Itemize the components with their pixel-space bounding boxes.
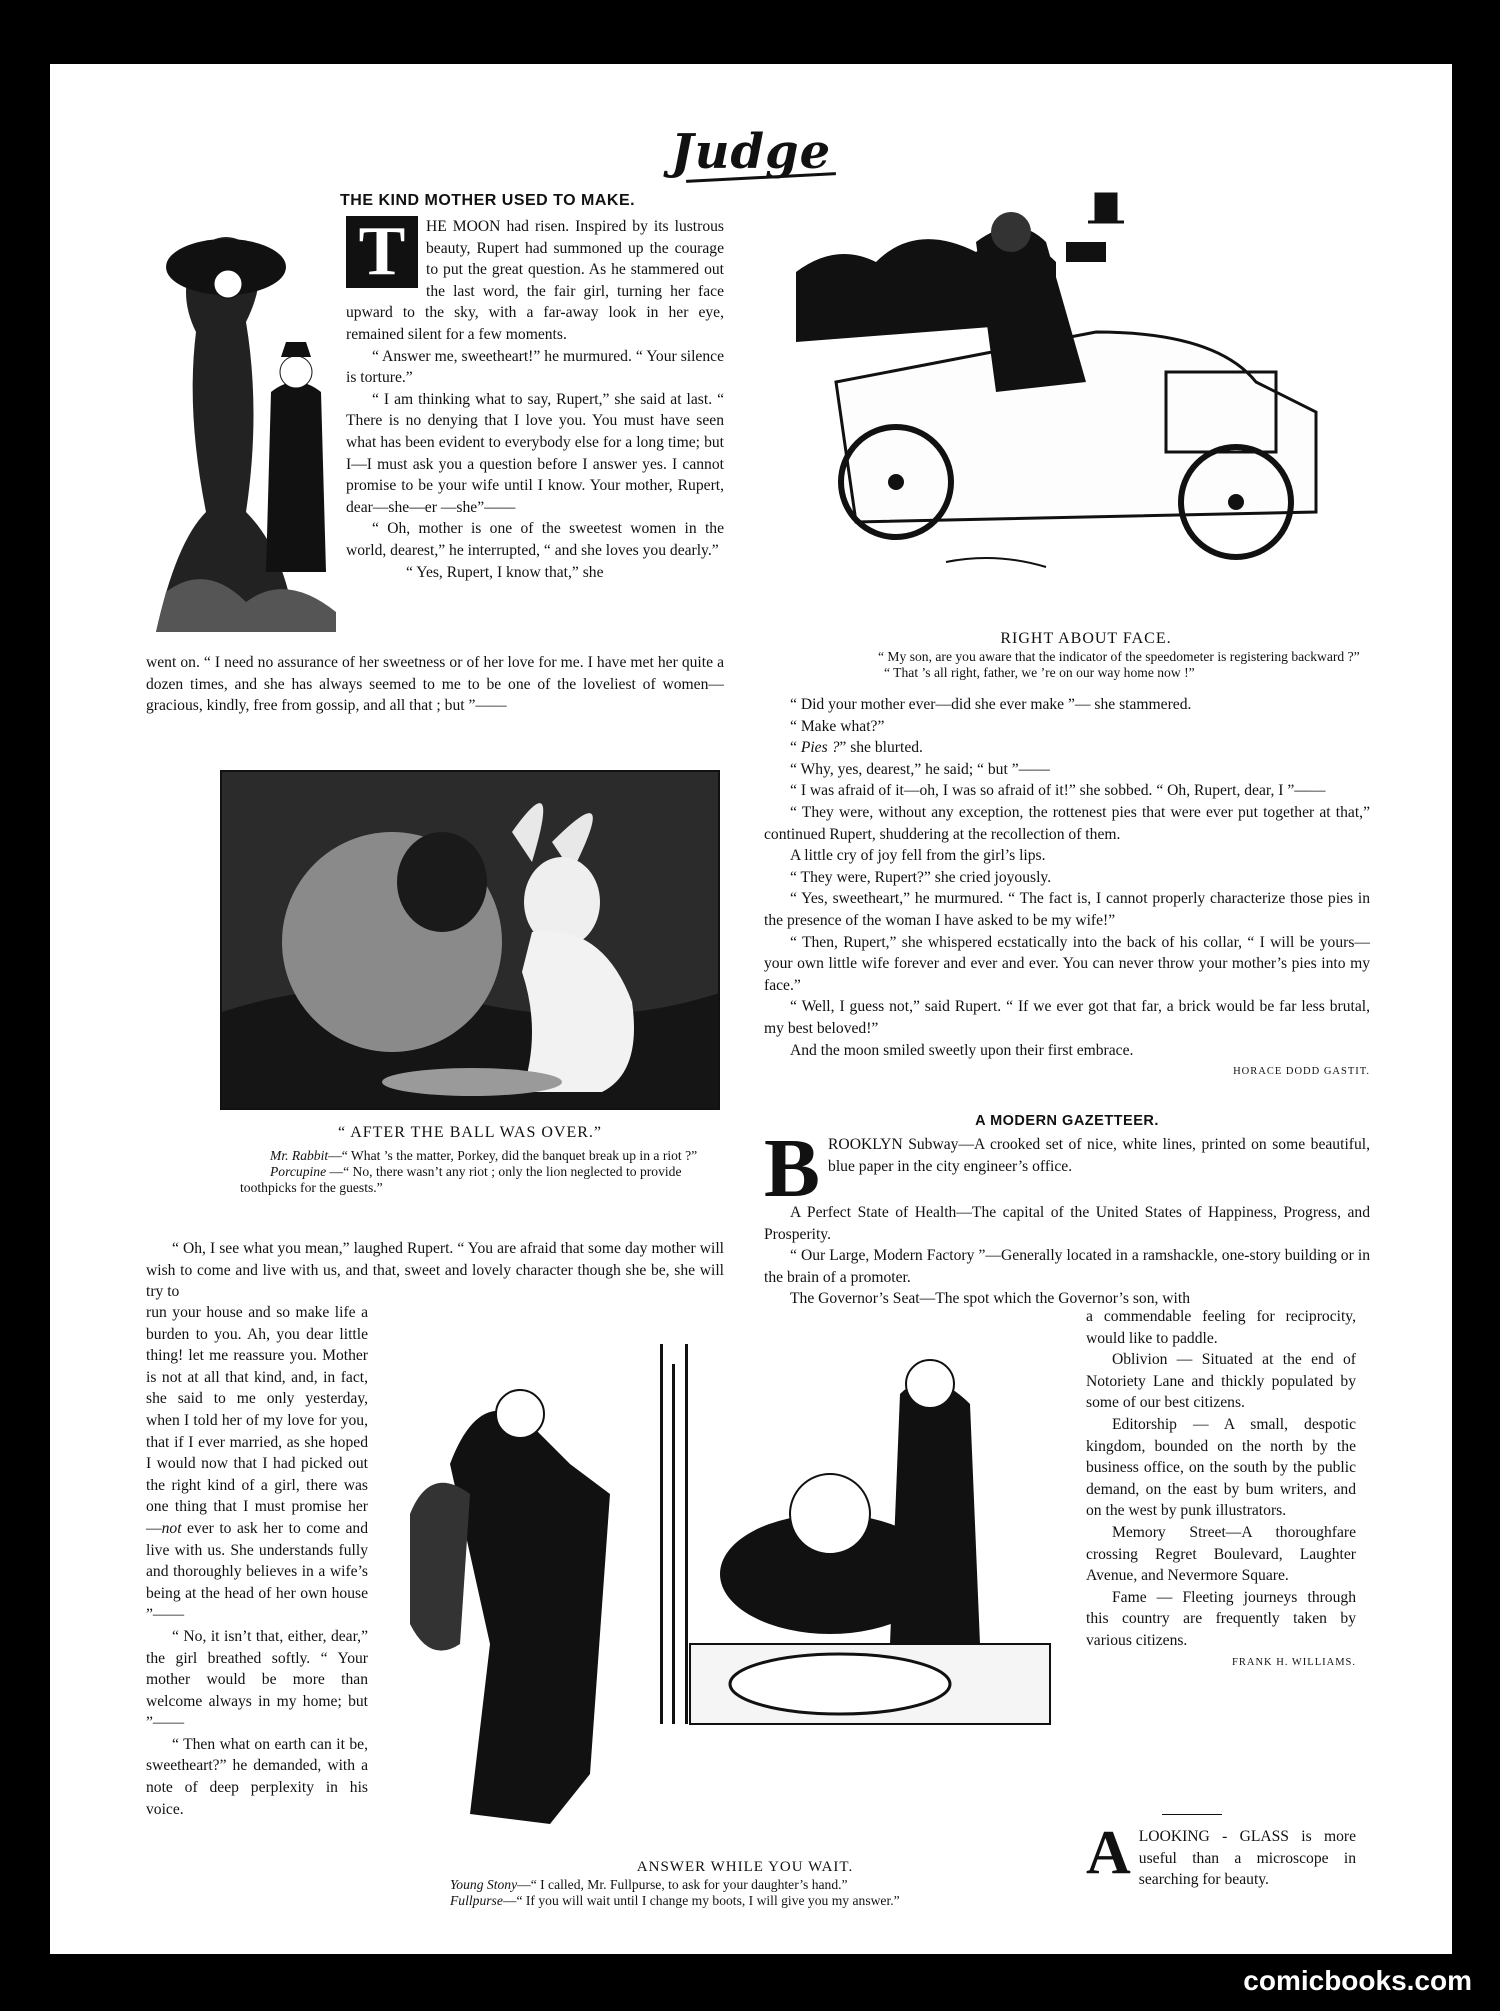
story-narrow-column — [146, 1302, 368, 1820]
gazetteer-entry-1: ROOKLYN Subway—A crooked set of nice, white lines, printed on some beautiful, blue paper in the city engineer’s office. — [828, 1136, 1370, 1175]
gazetteer-entry-4: The Governor’s Seat—The spot which the Governor’s son, with — [790, 1290, 1191, 1308]
illustration-couple — [146, 212, 346, 632]
masthead-judge: Judge — [50, 124, 1452, 179]
story-paragraph-16: “ They were, Rupert?” she cried joyously. — [790, 868, 1052, 886]
story-emphasis-not: not — [161, 1519, 182, 1537]
story-paragraph-11-open: “ — [790, 739, 801, 757]
story-title: THE KIND MOTHER USED TO MAKE. — [340, 192, 636, 209]
gazetteer-narrow-column — [1086, 1306, 1356, 1673]
caption-ball-speaker-2: Porcupine — [270, 1164, 327, 1179]
story-paragraph-9: “ Did your mother ever—did she ever make ”— she stammered. — [790, 696, 1192, 713]
story-conclusion — [764, 694, 1370, 1083]
caption-car-line-1: “ My son, are you aware that the indicator of the speedometer is registering backward ?” — [878, 649, 1360, 664]
gazetteer-title: A MODERN GAZETTEER. — [975, 1113, 1159, 1129]
caption-ball-line-2: —“ No, there wasn’t any riot ; only the lion neglected to provide toothpicks for the guests.” — [240, 1164, 682, 1195]
gazetteer-entry-3: “ Our Large, Modern Factory ”—Generally located in a ramshackle, one-story building or in the brain of a promoter. — [764, 1247, 1370, 1286]
story-intro — [346, 213, 724, 583]
gazetteer-body — [764, 1122, 1370, 1310]
story-paragraph-1: HE MOON had risen. Inspired by its lustrous beauty, Rupert had summoned up the courage to put the great question. As he stammered out the last word, the fair girl, turning her face upward to the sky, with a far-away look in her eye, remained silent for a few moments. — [346, 218, 724, 343]
story-paragraph-14: “ They were, without any exception, the rottenest pies that were ever put together at that,” continued Rupert, shuddering at the recollection of them. — [764, 803, 1370, 843]
story-paragraph-17: “ Yes, sweetheart,” he murmured. “ The fact is, I cannot properly characterize those pies in the presence of the woman I have asked to be my wife!” — [764, 890, 1370, 929]
filler-dropcap: A — [1086, 1819, 1131, 1887]
story-paragraph-8: “ Then what on earth can it be, sweetheart?” he demanded, with a note of deep perplexity in his voice. — [146, 1735, 368, 1818]
gazetteer-entry-8: Fame — Fleeting journeys through this country are frequently taken by various citizens. — [1086, 1588, 1356, 1649]
caption-car-title: RIGHT ABOUT FACE. — [1000, 630, 1172, 647]
caption-car-dialogue — [864, 649, 1364, 681]
caption-ball-dialogue — [240, 1148, 720, 1196]
caption-ball-line-1: —“ What ’s the matter, Porkey, did the banquet break up in a riot ?” — [328, 1148, 698, 1163]
caption-wait-speaker-1: Young Stony — [450, 1877, 518, 1892]
story-signature: HORACE DODD GASTIT. — [1233, 1066, 1370, 1078]
story-paragraph-6-text: “ Oh, I see what you mean,” laughed Rupert. “ You are afraid that some day mother will wish to come and live with us, and that, sweet and lovely character though she be, she will try to — [146, 1240, 724, 1301]
story-paragraph-3: “ I am thinking what to say, Rupert,” she said at last. “ There is no denying that I love you. You must have seen what has been evident to everybody else for a long time; but I—I must ask you a question before I answer yes. I cannot promise to be your wife until I know. Your mother, Rupert, dear—she—er —she”—— — [346, 390, 724, 516]
gazetteer-entry-6: Editorship — A small, despotic kingdom, bounded on the north by the business office, on the south by the public demand, on the east by bum writers, and on the west by punk illustrators. — [1086, 1415, 1356, 1520]
story-paragraph-15: A little cry of joy fell from the girl’s lips. — [790, 847, 1046, 865]
story-paragraph-20: And the moon smiled sweetly upon their first embrace. — [790, 1041, 1134, 1059]
gazetteer-entry-5: Oblivion — Situated at the end of Notoriety Lane and thickly populated by some of our best citizens. — [1086, 1351, 1356, 1412]
magazine-page — [50, 64, 1452, 1954]
illustration-answer-while-you-wait — [410, 1344, 1080, 1824]
story-paragraph-7: “ No, it isn’t that, either, dear,” the girl breathed softly. “ Your mother would be more than welcome always in my home; but ”—— — [146, 1627, 368, 1732]
story-paragraph-11-close: ” she blurted. — [839, 739, 923, 757]
caption-wait-title: ANSWER WHILE YOU WAIT. — [636, 1859, 854, 1875]
story-continuation — [146, 652, 724, 717]
filler-looking-glass — [1086, 1819, 1356, 1891]
story-paragraph-4: “ Oh, mother is one of the sweetest women in the world, dearest,” he interrupted, “ and she loves you dearly.” — [346, 520, 724, 559]
gazetteer-signature: FRANK H. WILLIAMS. — [1232, 1656, 1356, 1668]
story-dropcap: T — [346, 216, 418, 288]
filler-text: LOOKING - GLASS is more useful than a microscope in searching for beauty. — [1138, 1828, 1356, 1889]
story-paragraph-2: “ Answer me, sweetheart!” he murmured. “ Your silence is torture.” — [346, 347, 724, 387]
caption-ball-speaker-1: Mr. Rabbit — [270, 1148, 329, 1163]
caption-wait-dialogue — [450, 1877, 1070, 1909]
caption-wait-speaker-2: Fullpurse — [450, 1893, 503, 1908]
gazetteer-dropcap: B — [764, 1122, 821, 1215]
gazetteer-entry-4-rest: a commendable feeling for reciprocity, would like to paddle. — [1086, 1308, 1356, 1347]
caption-wait-line-2: —“ If you will wait until I change my boots, I will give you my answer.” — [502, 1893, 900, 1908]
gazetteer-entry-7: Memory Street—A thoroughfare crossing Regret Boulevard, Laughter Avenue, and Nevermore Square. — [1086, 1523, 1356, 1585]
story-paragraph-18: “ Then, Rupert,” she whispered ecstatically into the back of his collar, “ I will be yours—your own little wife forever and ever and ever. You can never throw your mother’s pies into my face.” — [764, 933, 1370, 994]
caption-ball-title: “ AFTER THE BALL WAS OVER.” — [337, 1124, 603, 1141]
caption-wait-line-1: —“ I called, Mr. Fullpurse, to ask for your daughter’s hand.” — [517, 1877, 848, 1892]
watermark: comicbooks.com — [1243, 1965, 1472, 1996]
illustration-automobile — [796, 182, 1376, 622]
illustration-rabbit-porcupine — [220, 770, 720, 1110]
story-paragraph-13: “ I was afraid of it—oh, I was so afraid of it!” she sobbed. “ Oh, Rupert, dear, I ”—— — [790, 782, 1326, 800]
story-paragraph-12: “ Why, yes, dearest,” he said; “ but ”—— — [790, 760, 1050, 778]
story-paragraph-10: “ Make what?” — [790, 717, 885, 735]
story-paragraph-6-end: ever to ask her to come and live with us. She understands fully and thoroughly believes in a wife’s being at the head of her own house ”—— — [146, 1519, 368, 1624]
story-paragraph-5-rest: went on. “ I need no assurance of her sweetness or of her love for me. I have met her quite a dozen times, and she has always seemed to me to be one of the loveliest of women—gracious, kindly, free from gossip, and all that ; but ”—— — [146, 654, 724, 715]
gazetteer-entry-2: A Perfect State of Health—The capital of the United States of Happiness, Progress, and Prosperity. — [764, 1204, 1370, 1243]
caption-car-line-2: “ That ’s all right, father, we ’re on our way home now !” — [884, 665, 1195, 680]
story-paragraph-6-narrow: run your house and so make life a burden to you. Ah, you dear little thing! let me reassure you. Mother is not at all that kind, and, in fact, she said to me only yesterday, when I told her of my love for you, that if I ever married, as she hoped I would now that I had picked out the right kind of a girl, there was one thing that I must promise her— — [146, 1304, 368, 1537]
story-emphasis-pies: Pies ? — [800, 739, 840, 757]
story-paragraph-5-start: “ Yes, Rupert, I know that,” she — [406, 563, 604, 581]
story-paragraph-19: “ Well, I guess not,” said Rupert. “ If we ever got that far, a brick would be far less brutal, my best beloved!” — [764, 998, 1370, 1037]
filler-rule — [1162, 1814, 1222, 1815]
story-paragraph-6 — [146, 1238, 724, 1303]
